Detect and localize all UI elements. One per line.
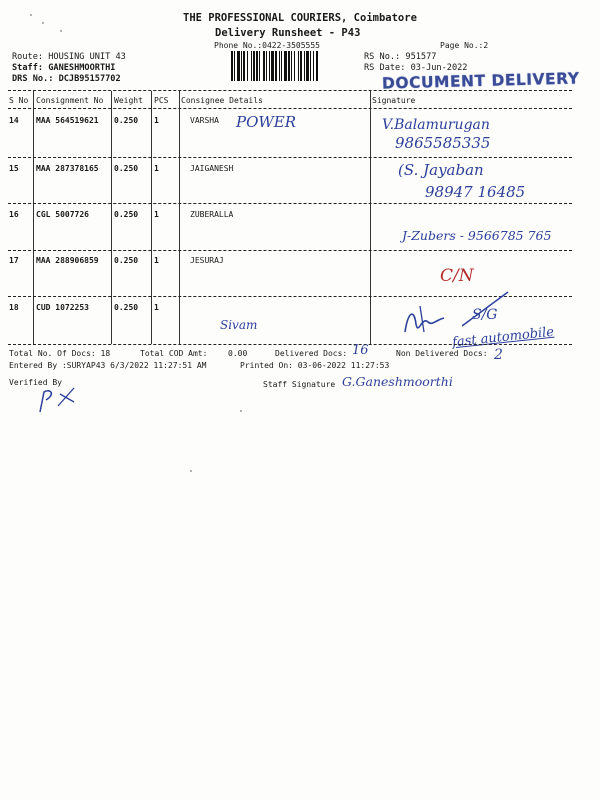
- row-pcs: 1: [154, 164, 159, 173]
- handwritten-slash: [448, 290, 518, 330]
- handwritten-name: Sivam: [220, 318, 258, 332]
- row-sno: 18: [9, 303, 19, 312]
- column-separator: [151, 91, 152, 344]
- handwritten-note: fast automobile: [451, 324, 555, 351]
- column-separator: [111, 91, 112, 344]
- document-delivery-stamp: DOCUMENT DELIVERY: [381, 69, 580, 93]
- divider: [8, 157, 572, 158]
- col-weight: Weight: [114, 96, 143, 105]
- col-sno: S No: [9, 96, 29, 105]
- row-pcs: 1: [154, 303, 159, 312]
- barcode-bar: [253, 51, 255, 81]
- row-pcs: 1: [154, 116, 159, 125]
- scan-speck: [30, 14, 32, 16]
- row-pcs: 1: [154, 256, 159, 265]
- scan-speck: [240, 410, 242, 412]
- barcode-bar: [298, 51, 299, 81]
- barcode-bar: [281, 51, 282, 81]
- barcode-bar: [263, 51, 265, 81]
- barcode-bar: [300, 51, 302, 81]
- row-consignment: MAA 564519621: [36, 116, 99, 125]
- col-consignee: Consignee Details: [181, 96, 263, 105]
- verified-initial-signature: [30, 384, 80, 416]
- divider: [8, 250, 572, 251]
- row-weight: 0.250: [114, 116, 139, 125]
- handwritten-signature: J-Zubers - 9566785 765: [402, 228, 552, 243]
- staff-label: Staff: GANESHMOORTHI: [12, 63, 116, 73]
- barcode-bar: [243, 51, 245, 81]
- row-consignee: ZUBERALLA: [190, 210, 234, 219]
- barcode-bar: [306, 51, 309, 81]
- barcode-bar: [304, 51, 305, 81]
- row-weight: 0.250: [114, 303, 139, 312]
- barcode-bar: [288, 51, 290, 81]
- row-consignment: MAA 287378165: [36, 164, 99, 173]
- column-separator: [33, 91, 34, 344]
- column-separator: [370, 91, 371, 344]
- barcode-bar: [256, 51, 258, 81]
- row-weight: 0.250: [114, 256, 139, 265]
- divider: [8, 90, 572, 91]
- non-delivered-label: Non Delivered Docs:: [396, 349, 488, 358]
- non-delivered-handwritten: 2: [494, 347, 503, 363]
- barcode-bar: [310, 51, 311, 81]
- scan-speck: [190, 470, 192, 472]
- drs-number: DRS No.: DCJB95157702: [12, 74, 121, 84]
- total-cod-value: 0.00: [228, 349, 248, 358]
- phone-number: Phone No.:0422-3505555: [214, 41, 320, 50]
- route-label: Route: HOUSING UNIT 43: [12, 52, 126, 62]
- barcode-bar: [275, 51, 277, 81]
- barcode-bar: [241, 51, 242, 81]
- handwritten-cn-mark: C/N: [440, 266, 474, 286]
- handwritten-signature: (S. Jayaban: [398, 161, 484, 179]
- row-weight: 0.250: [114, 210, 139, 219]
- row-sno: 17: [9, 256, 19, 265]
- staff-signature-label: Staff Signature: [263, 380, 336, 389]
- runsheet-title: Delivery Runsheet - P43: [215, 27, 361, 39]
- handwritten-phone: 98947 16485: [425, 183, 526, 201]
- row-sno: 16: [9, 210, 19, 219]
- barcode-bar: [251, 51, 252, 81]
- total-docs: Total No. Of Docs: 18: [9, 349, 111, 358]
- row-consignee: VARSHA: [190, 116, 219, 125]
- col-signature: Signature: [372, 96, 416, 105]
- barcode-bar: [313, 51, 314, 81]
- total-cod-label: Total COD Amt:: [140, 349, 208, 358]
- row-sno: 15: [9, 164, 19, 173]
- barcode-bar: [269, 51, 270, 81]
- barcode-bar: [279, 51, 280, 81]
- row-pcs: 1: [154, 210, 159, 219]
- col-consignment: Consignment No: [36, 96, 104, 105]
- row-sno: 14: [9, 116, 19, 125]
- handwritten-signature: V.Balamurugan: [382, 117, 490, 133]
- row-consignment: CUD 1072253: [36, 303, 89, 312]
- barcode-bar: [237, 51, 240, 81]
- scan-speck: [42, 22, 44, 24]
- rs-date: RS Date: 03-Jun-2022: [364, 63, 468, 73]
- barcode-bar: [234, 51, 235, 81]
- staff-handwritten-signature: G.Ganeshmoorthi: [342, 374, 453, 389]
- barcode-bar: [316, 51, 318, 81]
- handwritten-name: POWER: [236, 113, 297, 131]
- rs-number: RS No.: 951577: [364, 52, 437, 62]
- col-pcs: PCS: [154, 96, 169, 105]
- barcode-bar: [294, 51, 295, 81]
- row-consignment: MAA 288906859: [36, 256, 99, 265]
- delivered-docs-label: Delivered Docs:: [275, 349, 348, 358]
- verified-by-label: Verified By: [9, 378, 62, 387]
- handwritten-phone: 9865585335: [395, 134, 491, 152]
- row-consignee: JESURAJ: [190, 256, 224, 265]
- barcode-bar: [291, 51, 292, 81]
- entered-by: Entered By :SURYAP43 6/3/2022 11:27:51 AM: [9, 361, 207, 370]
- divider: [8, 344, 572, 345]
- barcode-bar: [231, 51, 233, 81]
- handwritten-sg-mark: S/G: [472, 307, 498, 323]
- delivered-docs-handwritten: 16: [352, 343, 369, 358]
- barcode-bar: [247, 51, 248, 81]
- barcode: [230, 51, 357, 81]
- row-consignment: CGL 5007726: [36, 210, 89, 219]
- company-name: THE PROFESSIONAL COURIERS, Coimbatore: [183, 12, 417, 24]
- divider: [8, 108, 572, 109]
- column-separator: [179, 91, 180, 344]
- barcode-bar: [266, 51, 267, 81]
- row-consignee: JAIGANESH: [190, 164, 234, 173]
- barcode-bar: [271, 51, 274, 81]
- scan-speck: [60, 30, 62, 32]
- handwritten-scribble: [400, 302, 450, 338]
- printed-on: Printed On: 03-06-2022 11:27:53: [240, 361, 390, 370]
- page-number: Page No.:2: [440, 41, 489, 50]
- divider: [8, 203, 572, 204]
- barcode-bar: [259, 51, 260, 81]
- barcode-bar: [284, 51, 287, 81]
- row-weight: 0.250: [114, 164, 139, 173]
